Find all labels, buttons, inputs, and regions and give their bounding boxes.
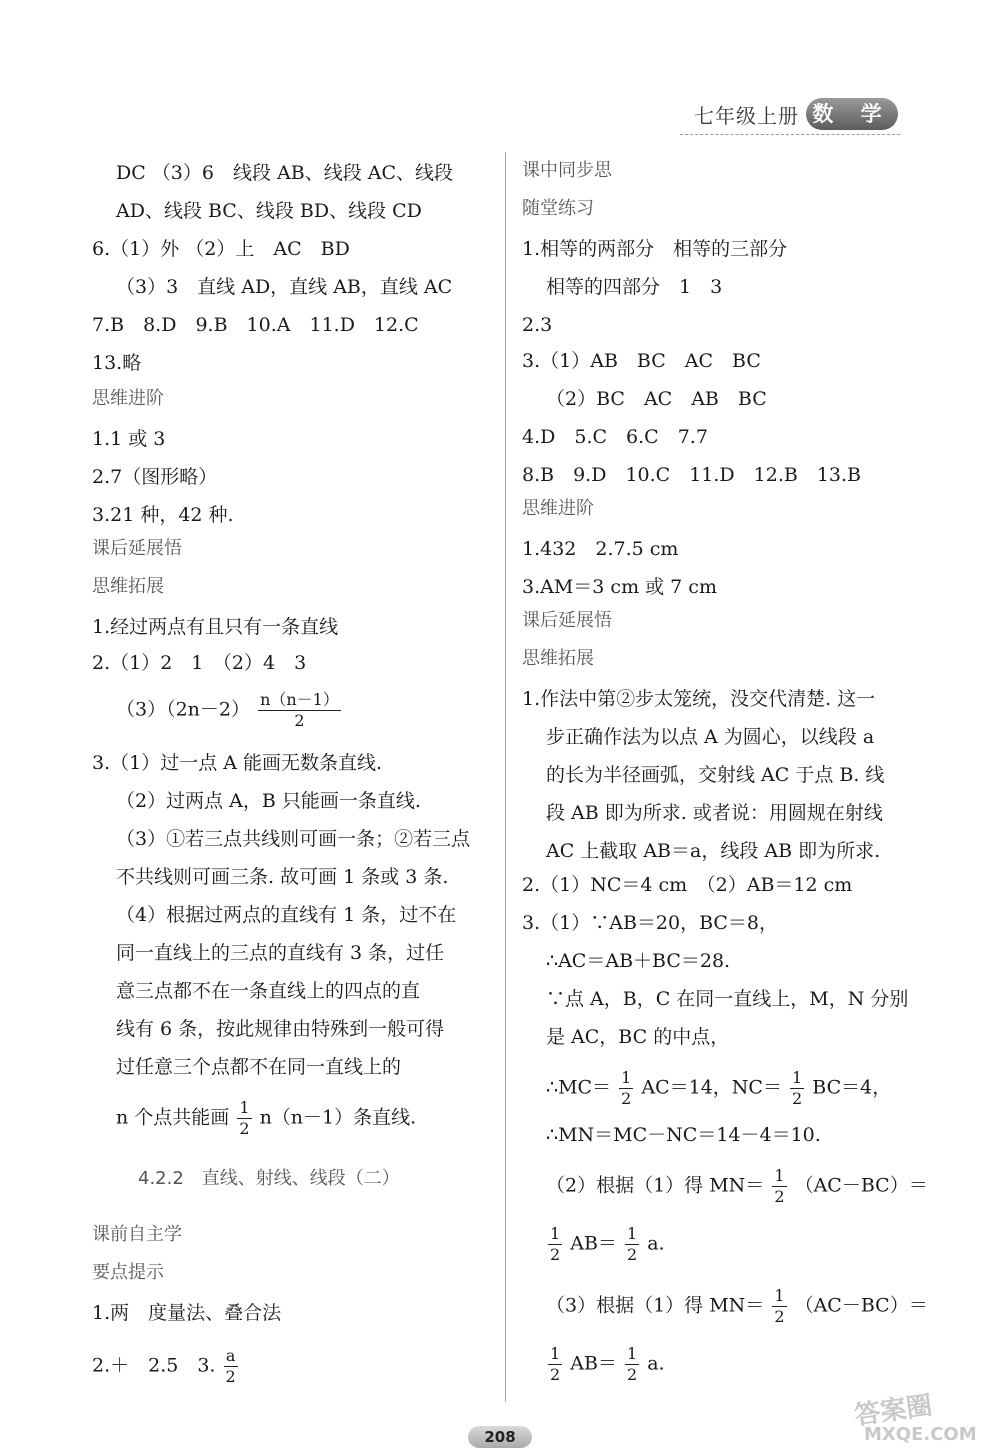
answer-line: 3.21 种，42 种. <box>92 504 234 526</box>
section-heading: 思维进阶 <box>92 388 164 409</box>
answer-line: （2）过两点 A，B 只能画一条直线. <box>116 790 421 812</box>
answer-line: 的长为半径画弧，交射线 AC 于点 B. 线 <box>546 764 885 786</box>
answer-line-with-fraction <box>546 1068 891 1109</box>
fraction-denominator: 2 <box>225 1367 236 1386</box>
answer-text: 2.＋ 2.5 3. <box>92 1354 216 1377</box>
section-heading: 课后延展悟 <box>92 538 182 559</box>
fraction-numerator: 1 <box>550 1224 561 1243</box>
answer-line: 2.3 <box>522 314 553 336</box>
answer-line: 3.（1）∵AB＝20，BC＝8， <box>522 912 779 934</box>
fraction-half <box>548 1344 562 1385</box>
answer-text: AC＝14，NC＝ <box>641 1076 782 1099</box>
column-divider <box>505 152 506 1402</box>
answer-text: a. <box>647 1352 665 1375</box>
answer-line: 7.B 8.D 9.B 10.A 11.D 12.C <box>92 314 419 336</box>
section-heading: 随堂练习 <box>522 198 594 219</box>
header-grade: 七年级上册 <box>694 104 799 128</box>
fraction-denominator: 2 <box>626 1365 638 1384</box>
fraction-numerator: 1 <box>792 1068 803 1087</box>
fraction-numerator: 1 <box>626 1344 638 1363</box>
answer-line: （4）根据过两点的直线有 1 条，过不在 <box>116 904 457 926</box>
section-title: 4.2.2 直线、射线、线段（二） <box>138 1168 400 1189</box>
fraction-numerator: 1 <box>550 1344 561 1363</box>
fraction <box>224 1346 238 1387</box>
answer-line: 1.相等的两部分 相等的三部分 <box>522 238 788 260</box>
answer-line: 1.作法中第②步太笼统，没交代清楚. 这一 <box>522 688 876 710</box>
fraction-numerator: n（n－1） <box>260 690 339 709</box>
fraction-half <box>625 1224 639 1265</box>
fraction-denominator: 2 <box>621 1089 632 1108</box>
fraction-half <box>625 1344 639 1385</box>
answer-line: 1.1 或 3 <box>92 428 166 450</box>
answer-text: AB＝ <box>570 1352 617 1375</box>
answer-line: ∵点 A，B，C 在同一直线上，M，N 分别 <box>546 988 909 1010</box>
answer-line: （3）3 直线 AD，直线 AB，直线 AC <box>116 276 453 298</box>
fraction-half <box>772 1286 786 1327</box>
answer-text: AB＝ <box>570 1232 617 1255</box>
fraction-denominator: 2 <box>550 1365 561 1384</box>
section-heading: 课中同步思 <box>522 160 612 181</box>
answer-line: DC （3）6 线段 AB、线段 AC、线段 <box>116 162 454 184</box>
answer-line: 3.AM＝3 cm 或 7 cm <box>522 576 717 598</box>
fraction-denominator: 2 <box>774 1187 785 1206</box>
fraction-numerator: 1 <box>621 1068 632 1087</box>
section-heading: 思维拓展 <box>92 576 164 597</box>
fraction-half <box>790 1068 804 1109</box>
answer-line: 步正确作法为以点 A 为圆心，以线段 a <box>546 726 875 748</box>
fraction-denominator: 2 <box>626 1245 638 1264</box>
answer-text: （AC－BC）＝ <box>794 1174 928 1197</box>
answer-line: 意三点都不在一条直线上的四点的直 <box>116 980 421 1002</box>
answer-line: 2.7（图形略） <box>92 466 218 488</box>
fraction-denominator: 2 <box>239 1119 250 1138</box>
answer-line-with-fraction <box>546 1286 928 1327</box>
answer-text: （2）根据（1）得 MN＝ <box>546 1174 765 1197</box>
section-heading: 思维进阶 <box>522 498 594 519</box>
fraction-half <box>237 1098 251 1139</box>
fraction-half <box>548 1224 562 1265</box>
answer-line: 3.（1）过一点 A 能画无数条直线. <box>92 752 383 774</box>
fraction-denominator: 2 <box>774 1307 785 1326</box>
answer-text: （3）（2n－2） <box>116 698 251 721</box>
answer-line: 过任意三个点都不在同一直线上的 <box>116 1056 402 1078</box>
fraction-numerator: 1 <box>774 1286 785 1305</box>
fraction-numerator: 1 <box>239 1098 250 1117</box>
answer-line: AC 上截取 AB＝a，线段 AB 即为所求. <box>546 840 881 862</box>
fraction-denominator: 2 <box>792 1089 803 1108</box>
answer-line: 段 AB 即为所求. 或者说：用圆规在射线 <box>546 802 883 824</box>
answer-text: n 个点共能画 <box>116 1106 230 1129</box>
answer-line: 相等的四部分 1 3 <box>546 276 723 298</box>
fraction-denominator: 2 <box>294 711 305 730</box>
answer-text: （AC－BC）＝ <box>794 1294 928 1317</box>
fraction-numerator: a <box>224 1346 238 1367</box>
answer-line-with-fraction <box>546 1344 665 1385</box>
section-heading: 要点提示 <box>92 1262 164 1283</box>
section-heading: 思维拓展 <box>522 648 594 669</box>
answer-text: （3）根据（1）得 MN＝ <box>546 1294 765 1317</box>
fraction-denominator: 2 <box>550 1245 561 1264</box>
answer-text: a. <box>647 1232 665 1255</box>
fraction-numerator: 1 <box>774 1166 785 1185</box>
answer-line: （3）①若三点共线则可画一条；②若三点 <box>116 828 471 850</box>
watermark-logo: 答案圈 <box>852 1390 935 1432</box>
answer-line-with-fraction <box>116 690 343 731</box>
section-heading: 课前自主学 <box>92 1224 182 1245</box>
answer-line: 3.（1）AB BC AC BC <box>522 350 761 372</box>
answer-line-with-fraction <box>92 1346 240 1387</box>
answer-line: ∴MN＝MC－NC＝14－4＝10. <box>546 1124 821 1146</box>
fraction-half <box>772 1166 786 1207</box>
answer-line: 线有 6 条，按此规律由特殊到一般可得 <box>116 1018 445 1040</box>
answer-line-with-fraction <box>546 1224 665 1265</box>
fraction-numerator: 1 <box>626 1224 638 1243</box>
answer-line: 2.（1）2 1 （2）4 3 <box>92 652 307 674</box>
answer-line: ∴AC＝AB＋BC＝28. <box>546 950 731 972</box>
header-divider <box>680 134 900 135</box>
answer-line: 1.两 度量法、叠合法 <box>92 1302 282 1324</box>
answer-line: 8.B 9.D 10.C 11.D 12.B 13.B <box>522 464 862 486</box>
answer-text: n（n－1）条直线. <box>259 1106 417 1129</box>
answer-line: 13.略 <box>92 352 142 374</box>
answer-line-with-fraction <box>546 1166 928 1207</box>
answer-line: 6.（1）外 （2）上 AC BD <box>92 238 350 260</box>
answer-line-with-fraction <box>116 1098 416 1139</box>
answer-line: 同一直线上的三点的直线有 3 条，过任 <box>116 942 445 964</box>
section-heading: 课后延展悟 <box>522 610 612 631</box>
answer-line: AD、线段 BC、线段 BD、线段 CD <box>116 200 422 222</box>
answer-line: 2.（1）NC＝4 cm （2）AB＝12 cm <box>522 874 853 896</box>
answer-line: 是 AC，BC 的中点， <box>546 1026 730 1048</box>
watermark-url: MXQE.COM <box>864 1424 977 1445</box>
fraction <box>258 690 341 731</box>
answer-line: 1.432 2.7.5 cm <box>522 538 679 560</box>
answer-line: 不共线则可画三条. 故可画 1 条或 3 条. <box>116 866 449 888</box>
answer-line: 4.D 5.C 6.C 7.7 <box>522 426 708 448</box>
answer-text: BC＝4， <box>812 1076 892 1099</box>
answer-line: 1.经过两点有且只有一条直线 <box>92 616 339 638</box>
answer-line: （2）BC AC AB BC <box>546 388 767 410</box>
fraction-half <box>619 1068 633 1109</box>
subject-badge: 数 学 <box>806 98 898 130</box>
page-number: 208 <box>468 1426 532 1448</box>
answer-text: ∴MC＝ <box>546 1076 612 1099</box>
